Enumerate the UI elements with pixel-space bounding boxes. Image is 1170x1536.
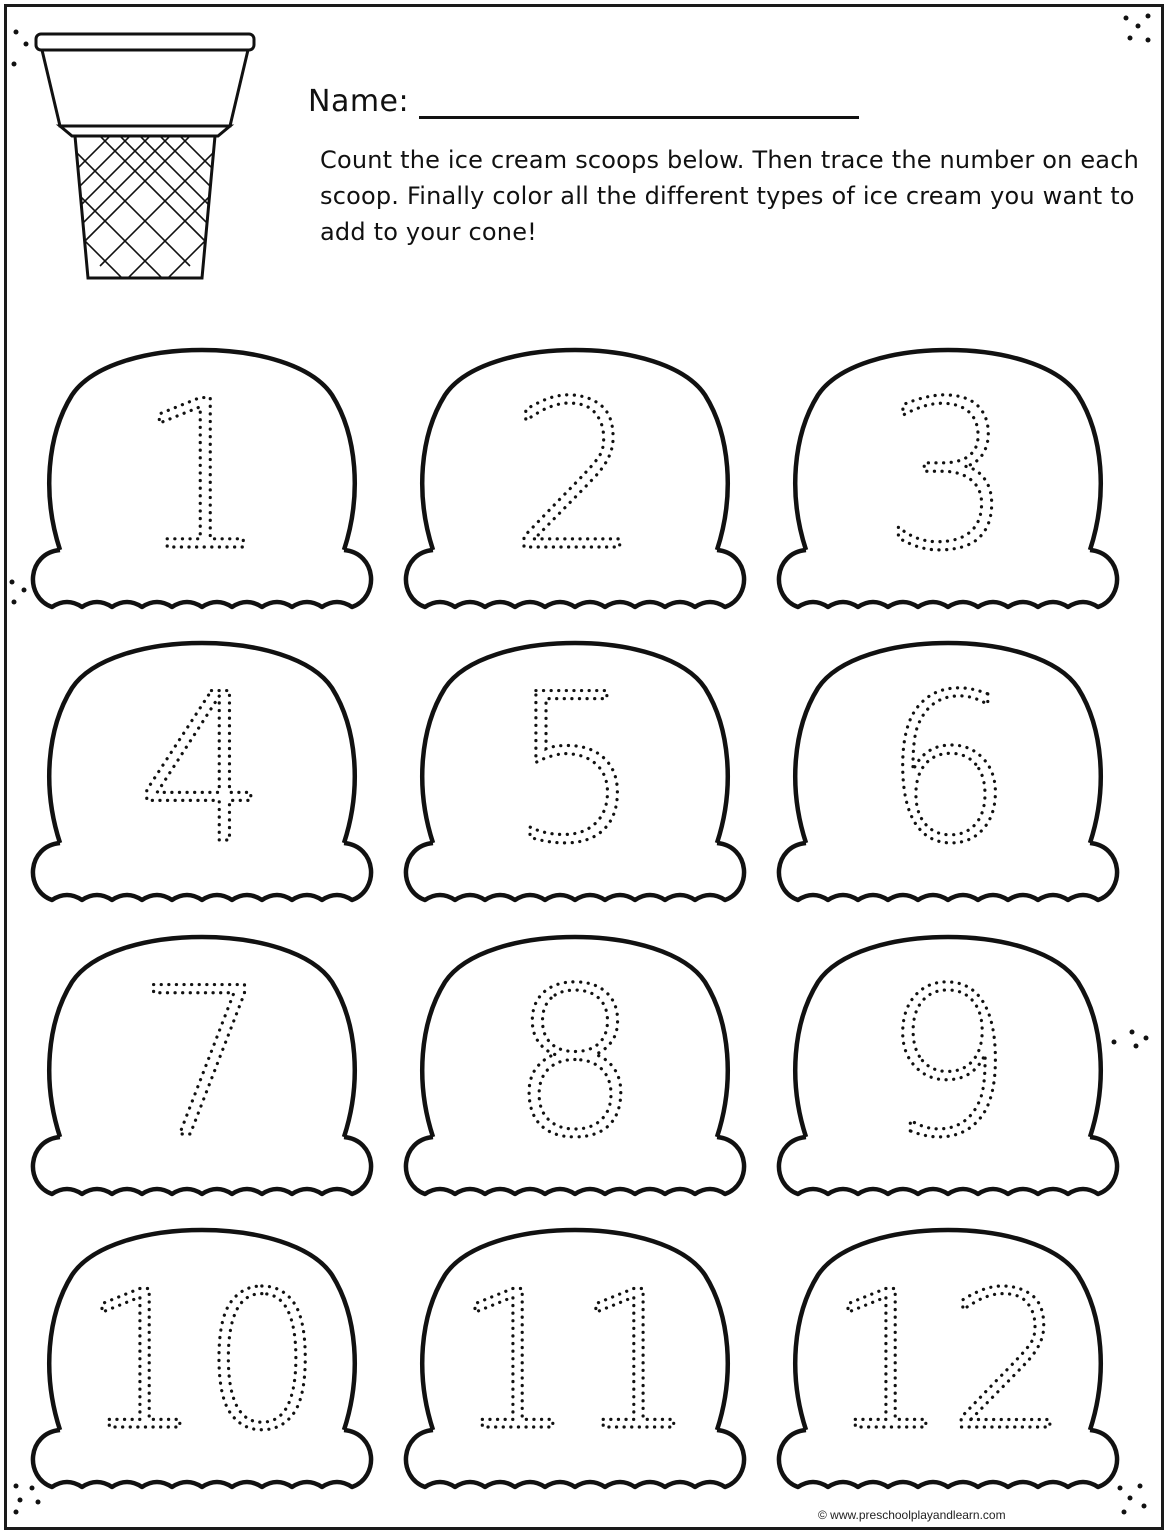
scoop-11 [395, 1205, 755, 1510]
scoop-4 [22, 618, 382, 923]
scoop-3 [768, 325, 1128, 630]
scoop-6 [768, 618, 1128, 923]
trace-number-5: 5 [509, 651, 641, 889]
trace-number-12: 12 [827, 1251, 1069, 1472]
name-write-line[interactable] [419, 86, 859, 119]
trace-number-6: 6 [882, 651, 1014, 889]
trace-number-7: 7 [136, 945, 268, 1183]
trace-number-1: 1 [136, 358, 268, 596]
scoop-2 [395, 325, 755, 630]
name-field[interactable] [308, 84, 859, 119]
scoop-1 [22, 325, 382, 630]
copyright-credit: © www.preschoolplayandlearn.com [818, 1508, 1006, 1522]
scoop-10 [22, 1205, 382, 1510]
trace-number-3: 3 [882, 358, 1014, 596]
trace-number-8: 8 [509, 945, 641, 1183]
trace-number-11: 11 [454, 1251, 696, 1472]
corner-dots-top-right [1118, 8, 1158, 48]
scoop-9 [768, 912, 1128, 1217]
scoop-7 [22, 912, 382, 1217]
trace-number-10: 10 [81, 1251, 323, 1472]
ice-cream-cone-icon [30, 28, 260, 283]
instructions-text: Count the ice cream scoops below. Then trace the number on each scoop. Finally color all the different types of ice cream you want to add to your cone! [320, 146, 1140, 246]
scoop-5 [395, 618, 755, 923]
trace-number-4: 4 [136, 651, 268, 889]
trace-number-2: 2 [509, 358, 641, 596]
name-label: Name: [308, 84, 410, 119]
scoop-12 [768, 1205, 1128, 1510]
scoop-8 [395, 912, 755, 1217]
trace-number-9: 9 [882, 945, 1014, 1183]
